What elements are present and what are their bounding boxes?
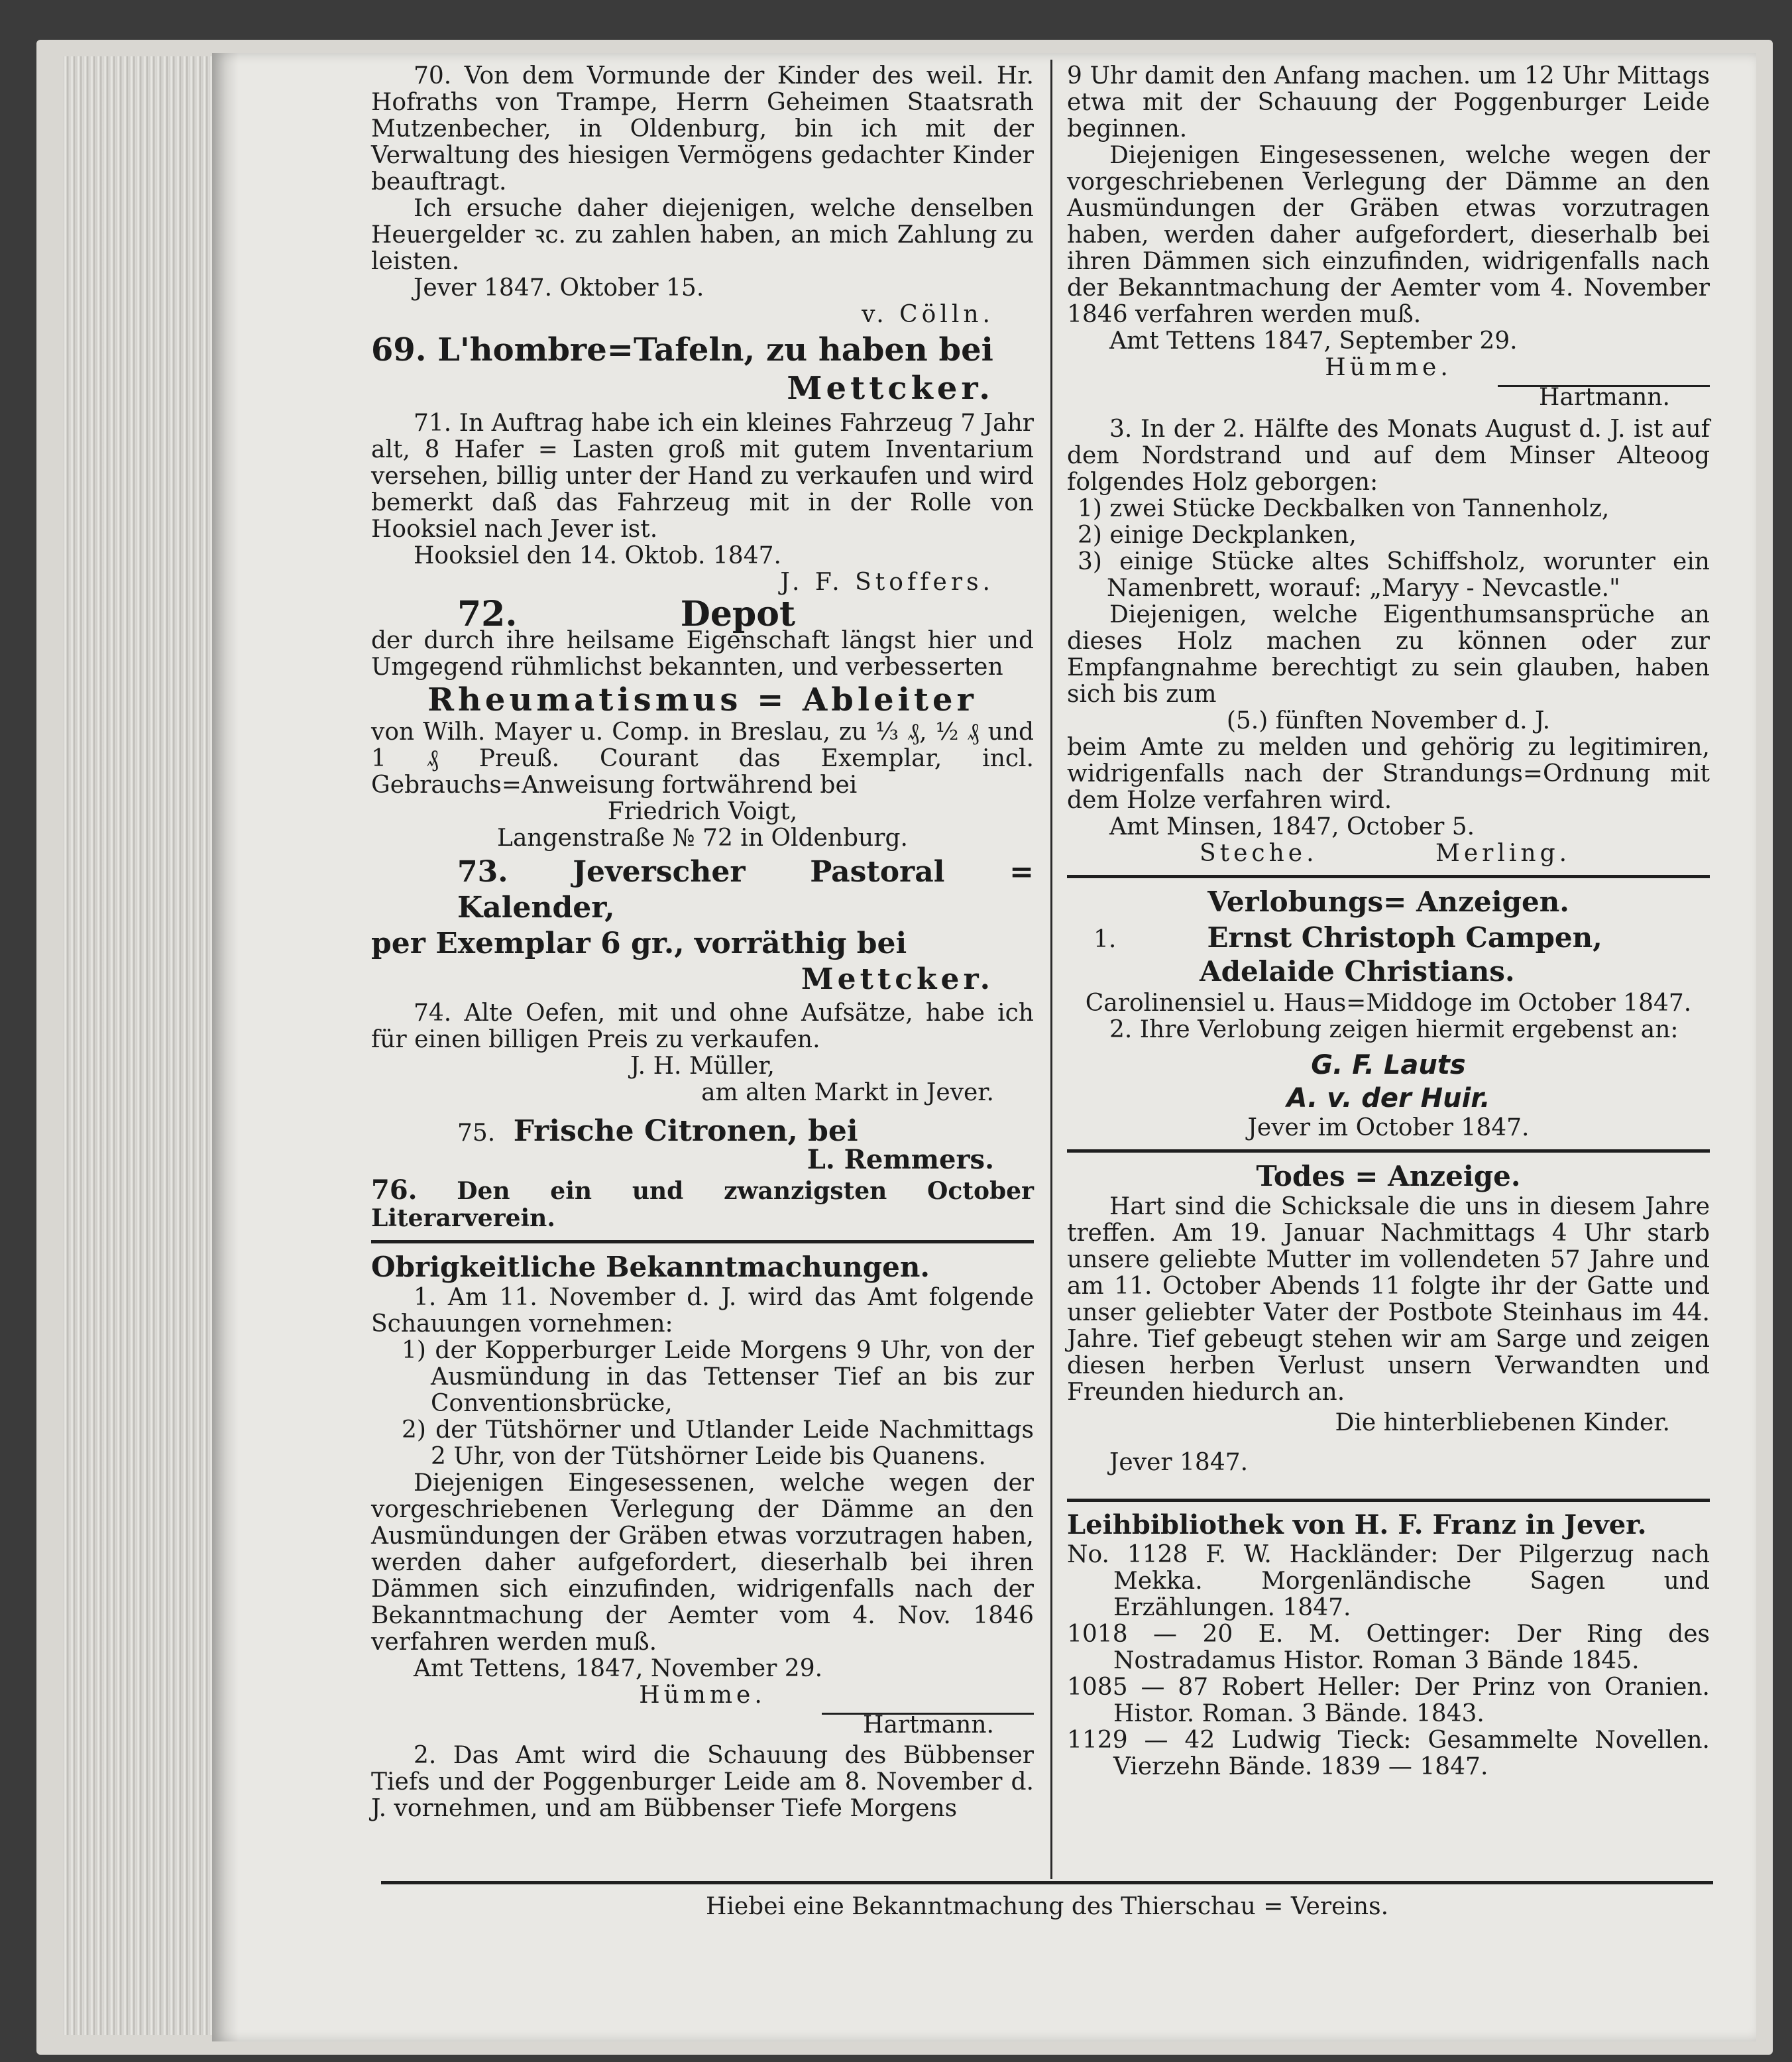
ad-73-line3: Mettcker. (801, 962, 994, 996)
official-heading: Obrigkeitliche Bekanntmachungen. (371, 1251, 930, 1283)
notice-74-sign: J. H. Müller, (630, 1053, 775, 1080)
section-divider-4 (1067, 1499, 1710, 1502)
engagement-2-name2: A. v. der Huir. (1286, 1083, 1490, 1114)
column-separator (1050, 60, 1052, 1879)
library-entry-3: 1085 — 87 Robert Heller: Der Prinz von Oranien. Histor. Roman. 3 Bände. 1843. (1067, 1674, 1710, 1727)
official-1-text: Diejenigen Eingesessenen, welche wegen der vorgeschriebenen Verlegung der Dämme an den Ausmündungen der Gräben etwas vorzutragen haben, werden daher aufgefordert, dieserhalb bei ihren Dämmen sich einzufinden, widrigenfalls nach der Bekanntmachung der Aemter vom 4. Nov. 1846 verfahren werden muß. (371, 1469, 1034, 1656)
engagement-1-name2: Adelaide Christians. (1200, 955, 1515, 988)
official-3-sign1: Steche. (1200, 840, 1318, 867)
ad-72-text2: von Wilh. Mayer u. Comp. in Breslau, zu ⅓ ₰, ½ ₰ und 1 ₰ Preuß. Courant das Exemplar, incl. Gebrauchs=Anweisung fortwährend bei (371, 718, 1034, 799)
official-3-text: Diejenigen, welche Eigenthumsansprüche an dieses Holz machen zu können oder zur Empfangnahme berechtigt zu sein glauben, haben sich bis zum (1067, 601, 1710, 708)
official-3-item2: 2) einige Deckplanken, (1078, 522, 1357, 549)
notice-74-text: 74. Alte Oefen, mit und ohne Aufsätze, habe ich für einen billigen Preis zu verkaufen. (371, 1000, 1034, 1053)
notice-70-text2: Ich ersuche daher diejenigen, welche denselben Heuergelder ꝛc. zu zahlen haben, an mich Zahlung zu leisten. (371, 195, 1034, 275)
engagement-2-intro: 2. Ihre Verlobung zeigen hiermit ergebenst an: (1109, 1016, 1679, 1043)
engagement-1 (1067, 921, 1710, 954)
official-1-sign2: Hartmann. (863, 1711, 994, 1739)
ad-72-product: Rheumatismus = Ableiter (427, 681, 978, 718)
section-divider-3 (1067, 1149, 1710, 1153)
official-2-cont: 9 Uhr damit den Anfang machen. um 12 Uhr Mittags etwa mit der Schauung der Poggenburger Leide beginnen. (1067, 62, 1710, 143)
ad-75-number: 75. (457, 1119, 496, 1147)
official-3-signatures (1067, 840, 1710, 867)
spine-shadow (212, 53, 239, 2041)
official-1-item2: 2) der Tütshörner und Utlander Leide Nachmittags 2 Uhr, von der Tütshörner Leide bis Quanens. (402, 1416, 1034, 1470)
ad-76-number: 76. (371, 1174, 418, 1206)
official-3-sign2: Merling. (1435, 840, 1571, 867)
ad-72-text: der durch ihre heilsame Eigenschaft längst hier und Umgegend rühmlichst bekannten, und verbesserten (371, 627, 1034, 681)
ad-72-title: Depot (680, 594, 795, 634)
ad-72-address: Langenstraße № 72 in Oldenburg. (497, 825, 908, 852)
section-divider-2 (1067, 875, 1710, 878)
engagement-heading: Verlobungs= Anzeigen. (1207, 886, 1569, 918)
official-3-intro: 3. In der 2. Hälfte des Monats August d. J. ist auf dem Nordstrand und auf dem Minser Alteoog folgendes Holz geborgen: (1067, 416, 1710, 496)
notice-71-sign: J. F. Stoffers. (780, 569, 994, 596)
engagement-1-name1: Ernst Christoph Campen, (1207, 921, 1602, 954)
official-2-date: Amt Tettens 1847, September 29. (1109, 327, 1518, 355)
ad-72-number: 72. (457, 594, 518, 634)
ad-76-line (371, 1174, 1034, 1232)
library-entry-2: 1018 — 20 E. M. Oettinger: Der Ring des Nostradamus Histor. Roman 3 Bände 1845. (1067, 1621, 1710, 1674)
engagement-1-place: Carolinensiel u. Haus=Middoge im October 1847. (1085, 990, 1692, 1017)
notice-70-sign: v. Cölln. (862, 301, 994, 328)
ad-72-header (371, 594, 1034, 634)
official-3-deadline: (5.) fünften November d. J. (1226, 707, 1551, 734)
page-edges (63, 56, 217, 2035)
death-sign: Die hinterbliebenen Kinder. (1335, 1409, 1670, 1436)
official-2-sign2: Hartmann. (1539, 384, 1670, 411)
notice-70-date: Jever 1847. Oktober 15. (414, 274, 704, 302)
death-place: Jever 1847. (1109, 1449, 1249, 1476)
official-1-item1: 1) der Kopperburger Leide Morgens 9 Uhr, von der Ausmündung in das Tettenser Tief an bis zur Conventionsbrücke, (402, 1337, 1034, 1417)
ad-76-text: Den ein und zwanzigsten October Literarverein. (371, 1177, 1034, 1232)
ad-73-line2: per Exemplar 6 gr., vorräthig bei (371, 927, 907, 960)
notice-74-place: am alten Markt in Jever. (701, 1079, 994, 1106)
official-3-item1: 1) zwei Stücke Deckbalken von Tannenholz, (1078, 495, 1610, 522)
library-entry-4: 1129 — 42 Ludwig Tieck: Gesammelte Novellen. Vierzehn Bände. 1839 — 1847. (1067, 1727, 1710, 1780)
official-1-sign1: Hümme. (639, 1682, 766, 1709)
notice-71-date: Hooksiel den 14. Oktob. 1847. (414, 542, 781, 569)
official-1-date: Amt Tettens, 1847, November 29. (414, 1655, 823, 1682)
official-3-text2: beim Amte zu melden und gehörig zu legitimiren, widrigenfalls nach der Strandungs=Ordnung mit dem Holze verfahren wird. (1067, 734, 1710, 814)
library-heading: Leihbibliothek von H. F. Franz in Jever. (1067, 1509, 1647, 1540)
ad-69-line1: 69. L'hombre=Tafeln, zu haben bei (371, 331, 993, 369)
death-heading: Todes = Anzeige. (1256, 1160, 1521, 1192)
official-1-intro: 1. Am 11. November d. J. wird das Amt folgende Schauungen vornehmen: (371, 1284, 1034, 1338)
official-3-date: Amt Minsen, 1847, October 5. (1109, 813, 1475, 840)
official-2-text: 2. Das Amt wird die Schauung des Bübbenser Tiefs und der Poggenburger Leide am 8. November d. J. vornehmen, und am Bübbenser Tiefe Morgens (371, 1742, 1034, 1822)
page-footer: Hiebei eine Bekanntmachung des Thierschau = Vereins. (381, 1881, 1713, 1921)
notice-70-text: 70. Von dem Vormunde der Kinder des weil. Hr. Hofraths von Trampe, Herrn Geheimen Staatsrath Mutzenbecher, in Oldenburg, bin ich mit der Verwaltung des hiesigen Vermögens gedachter Kinder beauftragt. (371, 62, 1034, 196)
official-3-item3: 3) einige Stücke altes Schiffsholz, worunter ein Namenbrett, worauf: „Maryy - Nevcastle." (1078, 548, 1710, 602)
notice-71-text: 71. In Auftrag habe ich ein kleines Fahrzeug 7 Jahr alt, 8 Hafer = Lasten groß mit gutem Inventarium versehen, billig unter der Hand zu verkaufen und wird bemerkt daß das Fahrzeug mit in der Rolle von Hooksiel nach Jever ist. (371, 410, 1034, 543)
left-column (371, 63, 1034, 1822)
ad-75-line (371, 1114, 1034, 1148)
library-entry-1: No. 1128 F. W. Hackländer: Der Pilgerzug nach Mekka. Morgenländische Sagen und Erzählungen. 1847. (1067, 1541, 1710, 1621)
engagement-2-place: Jever im October 1847. (1247, 1114, 1530, 1141)
ad-73-line1: 73. Jeverscher Pastoral = Kalender, (457, 855, 1034, 925)
engagement-2-name1: G. F. Lauts (1311, 1050, 1466, 1080)
right-column (1067, 63, 1710, 1780)
ad-69-line2: Mettcker. (787, 370, 994, 407)
ad-75-sign: L. Remmers. (807, 1144, 994, 1175)
official-2-sign1: Hümme. (1325, 354, 1452, 381)
ad-75-text: Frische Citronen, bei (513, 1114, 858, 1148)
engagement-1-number: 1. (1093, 926, 1117, 953)
section-divider (371, 1240, 1034, 1243)
official-2-body: Diejenigen Eingesessenen, welche wegen der vorgeschriebenen Verlegung der Dämme an den Ausmündungen der Gräben etwas vorzutragen haben, werden daher aufgefordert, dieserhalb bei ihren Dämmen sich einzufinden, widrigenfalls nach der Bekanntmachung der Aemter vom 4. November 1846 verfahren werden muß. (1067, 142, 1710, 328)
death-text: Hart sind die Schicksale die uns in diesem Jahre treffen. Am 19. Januar Nachmittags 4 Uhr starb unsere geliebte Mutter im vollendeten 57 Jahre und am 11. October Abends 11 folgte ihr der Gatte und unser geliebter Vater der Postbote Steinhaus im 44. Jahre. Tief gebeugt stehen wir am Sarge und zeigen diesen herben Verlust unsern Verwandten und Freunden hiedurch an. (1067, 1193, 1710, 1406)
ad-72-seller: Friedrich Voigt, (607, 798, 798, 825)
